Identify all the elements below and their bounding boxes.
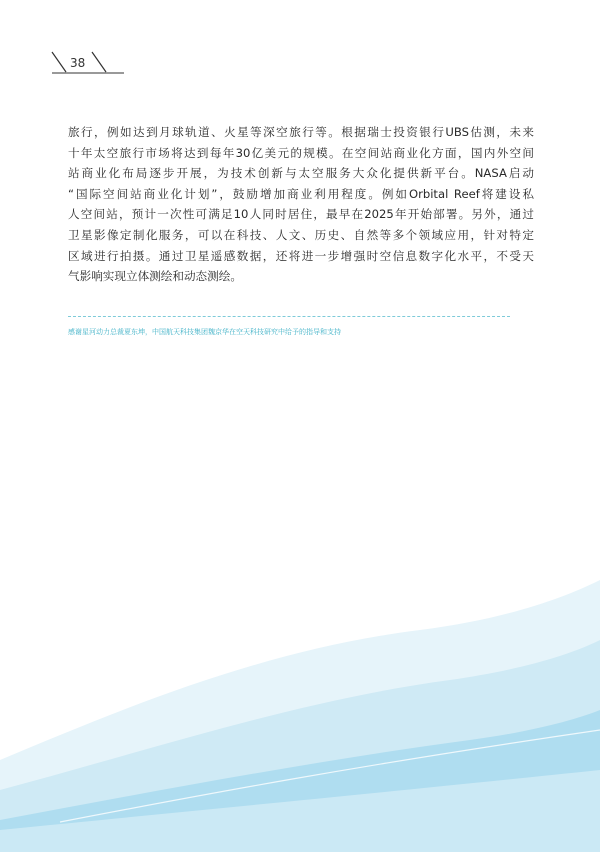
body-line: 人空间站，预计一次性可满足10人同时居住，最早在2025年开始部署。另外，通过 (68, 207, 534, 222)
page-number-slash-decoration (48, 50, 126, 80)
body-paragraph (68, 122, 534, 287)
acknowledgement-note: 感谢星河动力总裁夏东坤，中国航天科技集团魏京华在空天科技研究中给予的指导和支持 (68, 328, 341, 336)
body-line: 站商业化布局逐步开展，为技术创新与太空服务大众化提供新平台。NASA启动 (68, 166, 534, 181)
body-line: 旅行，例如达到月球轨道、火星等深空旅行等。根据瑞士投资银行UBS估测，未来 (68, 125, 534, 139)
dashed-divider (68, 316, 510, 317)
page-header (48, 50, 126, 80)
body-line: 区域进行拍摄。通过卫星遥感数据，还将进一步增强时空信息数字化水平，不受天 (68, 248, 534, 263)
body-line: “国际空间站商业化计划”，鼓励增加商业利用程度。例如Orbital Reef将建设私 (68, 186, 534, 201)
body-line: 卫星影像定制化服务，可以在科技、人文、历史、自然等多个领域应用，针对特定 (68, 227, 534, 242)
decorative-waves (0, 560, 600, 852)
body-line: 十年太空旅行市场将达到每年30亿美元的规模。在空间站商业化方面，国内外空间 (68, 145, 534, 160)
page-number: 38 (70, 56, 86, 70)
body-line: 气影响实现立体测绘和动态测绘。 (68, 269, 242, 284)
